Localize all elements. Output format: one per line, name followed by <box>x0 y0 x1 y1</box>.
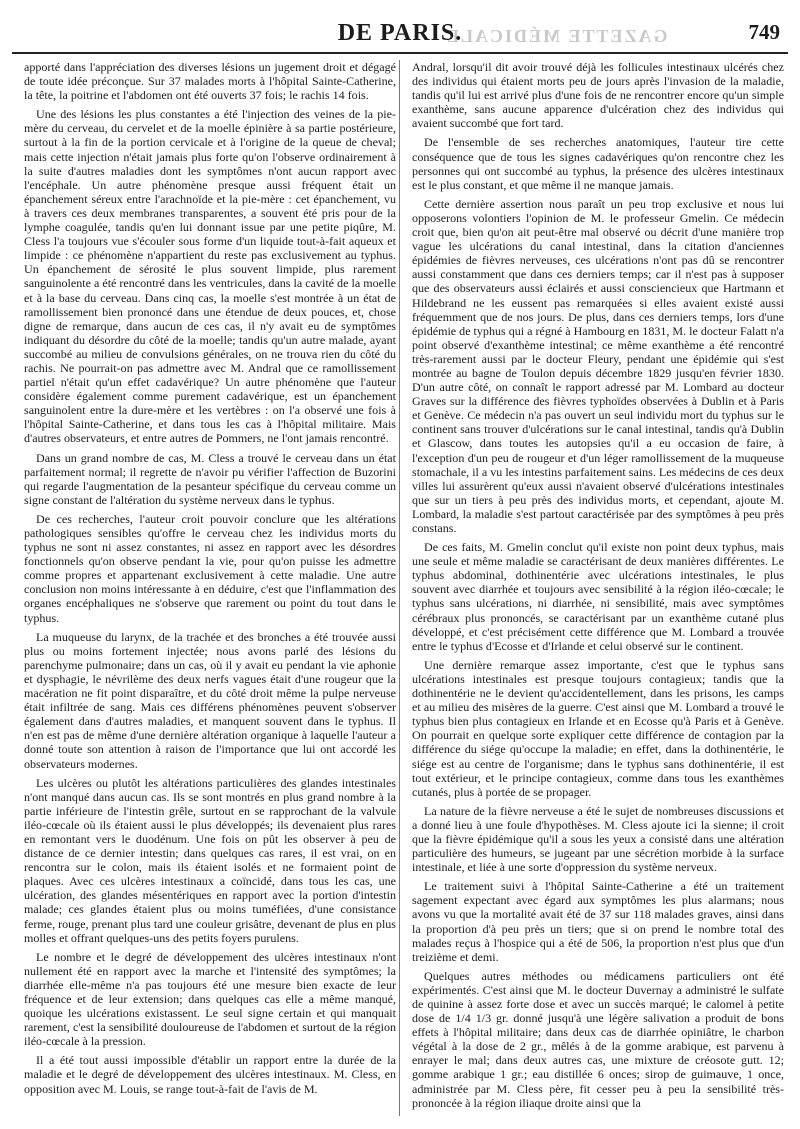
running-title: DE PARIS. <box>337 20 463 46</box>
paragraph: Le nombre et le degré de développement des ulcères intestinaux n'ont nullement été en rapport avec la marche et l'intensité des symptômes; la diarrhée elle-même n'a pas toujours été une mesure bien exacte de leur fréquence et de leur extension; dans quelques cas elle a même manqué, quoique les ulcérations existassent. Le seul signe certain et qui manquait rarement, c'est la sensibilité douloureuse de l'abdomen et surtout de la région iléo-cœcale à la pression. <box>24 949 396 1049</box>
paragraph: Une des lésions les plus constantes a été l'injection des veines de la pie-mère du cerveau, du cervelet et de la moelle épinière à sa partie postérieure, surtout à la fin de la portion cervicale et à l'origine de la queue de cheval; mais cette injection n'était jamais plus forte qu'on l'observe ordinairement à la suite d'autres maladies dont les symptômes n'ont aucun rapport avec l'encéphale. Un autre phénomène presque aussi fréquent était un épanchement séreux entre l'arachnoïde et la pie-mère : cet épanchement, vu à travers ces deux membranes transparentes, a souvent été pris pour de la lymphe coagulée, tandis qu'en lui donnant issue par une petite piqûre, M. Cless l'a toujours vue s'écouler sous forme d'un liquide tout-à-fait aqueux et limpide : ce phénomène n'appartient du reste pas exclusivement au typhus. Un épanchement de sérosité le plus souvent limpide, plus rarement sanguinolente a été rencontré dans les ventricules, dans la cavité de la moelle et à la base du cerveau. Dans cinq cas, la moelle s'est montrée à un état de ramollissement bien prononcé dans une étendue de deux pouces, et, chose digne de remarque, dans aucun de ces cas, il n'y avait eu de symptômes indiquant du désordre du côté de la moelle; tandis qu'un autre malade, ayant succombé au milieu de convulsions générales, on ne trouva rien du côté du rachis. Ne pourrait-on pas admettre avec M. Andral que ce ramollissement partiel n'était qu'un effet cadavérique? Un autre phénomène que l'auteur considère également comme purement cadavérique, est un épanchement sanguinolent entre la dure-mère et les vertèbres : on l'a observé une fois à l'hôpital Sainte-Catherine, et dans tous les cas à l'hôpital militaire. Mais d'autres observateurs, et entre autres de Pommers, ne l'ont jamais rencontré. <box>24 107 396 446</box>
paragraph: Le traitement suivi à l'hôpital Sainte-Catherine a été un traitement sagement expectant avec égard aux symptômes les plus alarmans; nous avons vu que la mortalité avait été de 37 sur 118 malades graves, ainsi dans la proportion d'à peu près un tiers; que si on prend le nombre total des malades reçus à l'hospice qui a été de 506, la proportion n'est plus que d'un treizième et demi. <box>412 879 784 964</box>
page-header <box>12 8 788 52</box>
paragraph: De ces faits, M. Gmelin conclut qu'il existe non point deux typhus, mais une seule et même maladie se caractérisant de deux manières différentes. Le typhus abdominal, dothinentérie avec ulcérations intestinales, le plus souvent avec diarrhée et toujours avec sensibilité à la région iléo-cœcale; le typhus sans ulcérations, ni diarrhée, ni sensibilité, mais avec symptômes cérébraux plus prononcés, se caractérisant par un exanthème cutané plus développé, et c'est précisément cette différence que M. Lombard a trouvée entre le typhus d'Ecosse et d'Irlande et celui observé sur le continent. <box>412 540 784 653</box>
paragraph: La muqueuse du larynx, de la trachée et des bronches a été trouvée aussi plus ou moins fortement injectée; nous avons parlé des lésions du parenchyme pulmonaire; dans un cas, où il y avait eu pendant la vie aphonie et dysphagie, le névrilème des deux nerfs vagues était d'une rougeur que la macération ne fit point disparaître, et du côté droit même la pulpe nerveuse était infiltrée de sang. Mais ces différens phénomènes peuvent s'observer également dans d'autres maladies, et manquent souvent dans le typhus. Il n'en est pas de même d'une dernière altération organique à laquelle l'auteur a donné toute son attention à raison de l'importance que lui ont accordé les observateurs modernes. <box>24 629 396 771</box>
paragraph: De ces recherches, l'auteur croit pouvoir conclure que les altérations pathologiques sensibles qu'offre le cerveau chez les individus morts du typhus ne sont ni assez constantes, ni assez en rapport avec les désordres fonctionnels qu'on observe pendant la vie, pour qu'on puisse les admettre comme propres et appartenant exclusivement à cette maladie. Une autre conclusion non moins intéressante à en déduire, c'est que l'inflammation des organes encéphaliques ne s'observe que rarement ou point du tout dans le typhus. <box>24 511 396 625</box>
left-column <box>24 60 396 1101</box>
page-number: 749 <box>748 20 780 44</box>
paragraph: Andral, lorsqu'il dit avoir trouvé déjà les follicules intestinaux ulcérés chez des individus qui étaient morts peu de jours après l'invasion de la maladie, tandis qu'il lui est arrivé plus d'une fois de ne rencontrer encore qu'un simple exanthème, sans aucune apparence d'ulcération chez des individus qui avaient succombé que fort tard. <box>412 60 784 131</box>
right-column <box>412 60 784 1115</box>
showthrough-text: GAZETTE MÉDICALE <box>445 26 668 46</box>
header-rule <box>12 52 788 54</box>
paragraph: Dans un grand nombre de cas, M. Cless a trouvé le cerveau dans un état parfaitement normal; il regrette de n'avoir pu vérifier l'affection de Buzorini qui regarde l'augmentation de la pesanteur spécifique du cerveau comme un signe constant de l'altération du système nerveux dans le typhus. <box>24 450 396 507</box>
paragraph: Une dernière remarque assez importante, c'est que le typhus sans ulcérations intestinales est presque toujours contagieux; tandis que la dothinentérie ne le devient qu'accidentellement, dans les prisons, les camps et au milieu des misères de la guerre. C'est ainsi que M. Lombard a trouvé le typhus bien plus contagieux en Irlande et en Ecosse qu'à Paris et à Genève. On pourrait en quelque sorte expliquer cette différence de contagion par la différence du siége qu'occupe la maladie; en effet, dans la dothinentérie, le siége est au centre de l'organisme; dans le typhus sans dothinentérie, il est tout extérieur, et le principe contagieux, comme dans tous les exanthèmes cutanés, plus à portée de se propager. <box>412 657 784 799</box>
paragraph: Les ulcères ou plutôt les altérations particulières des glandes intestinales n'ont manqué dans aucun cas. Ils se sont montrés en plus grand nombre à la partie inférieure de l'intestin grêle, surtout en se rapprochant de la valvule iléo-cœcale où ils étaient aussi le plus développés; ils devenaient plus rares en remontant vers le duodénum. Une fois on pût les observer à peu de distance de ce dernier intestin; dans quelques cas rares, il est vrai, on en rencontra sur le colon, mais ils étaient isolés et ne formaient point de plaques. Avec ces ulcères intestinaux a coïncidé, dans tous les cas, une ulcération, des glandes mésentériques en rapport avec la portion d'intestin malade; ces glandes étaient plus ou moins tuméfiées, d'une consistance ferme, rouge, prenant plus tard une couleur grisâtre, devenant de plus en plus molles et offrant quelques-uns des petits foyers purulens. <box>24 775 396 945</box>
paragraph: Quelques autres méthodes ou médicamens particuliers ont été expérimentés. C'est ainsi que M. le docteur Duvernay a administré le sulfate de quinine à assez forte dose et avec un succès marqué; le calomel à petite dose de 1/4 1/3 gr. donné jusqu'à une légère salivation a produit de bons effets à l'hôpital militaire; dans deux cas de diarrhée opiniâtre, le charbon végétal à la dose de 2 gr., mêlés à de la gomme arabique, est parvenu à enrayer le mal; dans deux autres cas, une mixture de créosote gutt. 12; gomme arabique 1 gr.; eau distillée 6 onces; sirop de guimauve, 1 once, administrée par M. Cless père, fit cesser peu à peu la sensibilité très-prononcée à la région iliaque droite ainsi que la <box>412 968 784 1110</box>
column-divider <box>399 60 400 1116</box>
paragraph: Il a été tout aussi impossible d'établir un rapport entre la durée de la maladie et le degré de développement des ulcères intestinaux. M. Cless, en opposition avec M. Louis, se range tout-à-fait de l'avis de M. <box>24 1053 396 1096</box>
paragraph: De l'ensemble de ses recherches anatomiques, l'auteur tire cette conséquence que de tous les signes cadavériques qu'on rencontre chez les personnes qui ont succombé au typhus, la présence des ulcères intestinaux est le plus constant, et que même il ne manque jamais. <box>412 135 784 192</box>
paragraph: La nature de la fièvre nerveuse a été le sujet de nombreuses discussions et a donné lieu à une foule d'hypothèses. M. Cless ajoute ici la sienne; il croit que la fièvre épidémique qu'il a sous les yeux a consisté dans une altération particulière des humeurs, se jugeant par une sécrétion morbide à la surface intestinale, et liée à une sorte d'oppression du système nerveux. <box>412 803 784 875</box>
paragraph: Cette dernière assertion nous paraît un peu trop exclusive et nous lui opposerons volontiers l'opinion de M. le professeur Gmelin. Ce médecin croit que, bien qu'on ait peut-être mal observé ou décrit d'une manière trop vague les ulcérations du canal intestinal, dans la citation d'anciennes épidémies de fièvres nerveuses, ces ulcérations n'ont pas dû se rencontrer aussi constamment que dans ces derniers temps; car il n'est pas à supposer que des observateurs aussi éclairés et aussi consciencieux que Hartmann et Hildebrand ne les eussent pas remarquées si elles avaient existé aussi fréquemment que de nos jours. De plus, dans ces derniers temps, lors d'une épidémie de typhus qui a régné à Hambourg en 1831, M. le docteur Falatt n'a point observé d'exanthème intestinal; ce même exanthème a été rencontré très-rarement aussi par le docteur Fleury, pendant une épidémie qui s'est montrée au bagne de Toulon depuis décembre 1829 jusqu'en février 1830. D'un autre côté, on connaît le rapport adressé par M. Lombard au docteur Graves sur la différence des fièvres typhoïdes observées à Dublin et à Paris et Genève. Ce médecin n'a pas ouvert un seul individu mort du typhus sur le continent sans trouver d'ulcérations sur le canal intestinal, tandis qu'à Dublin et Glascow, dans toutes les autopsies qu'il a eu occasion de faire, à l'exception d'un peu de rougeur et d'un léger ramollissement de la muqueuse stomachale, il a vu les intestins parfaitement sains. Les médecins de ces deux villes lui assurèrent qu'eux aussi n'avaient observé d'ulcérations intestinales que sur un tiers à peu près des individus morts, et cependant, ajoute M. Lombard, la maladie s'est partout caractérisée par des symptômes à peu près constans. <box>412 196 785 535</box>
paragraph: apporté dans l'appréciation des diverses lésions un jugement droit et dégagé de toute idée préconçue. Sur 37 malades morts à l'hôpital Sainte-Catherine, la tête, la poitrine et l'abdomen ont été ouverts 37 fois; le rachis 14 fois. <box>24 60 396 103</box>
